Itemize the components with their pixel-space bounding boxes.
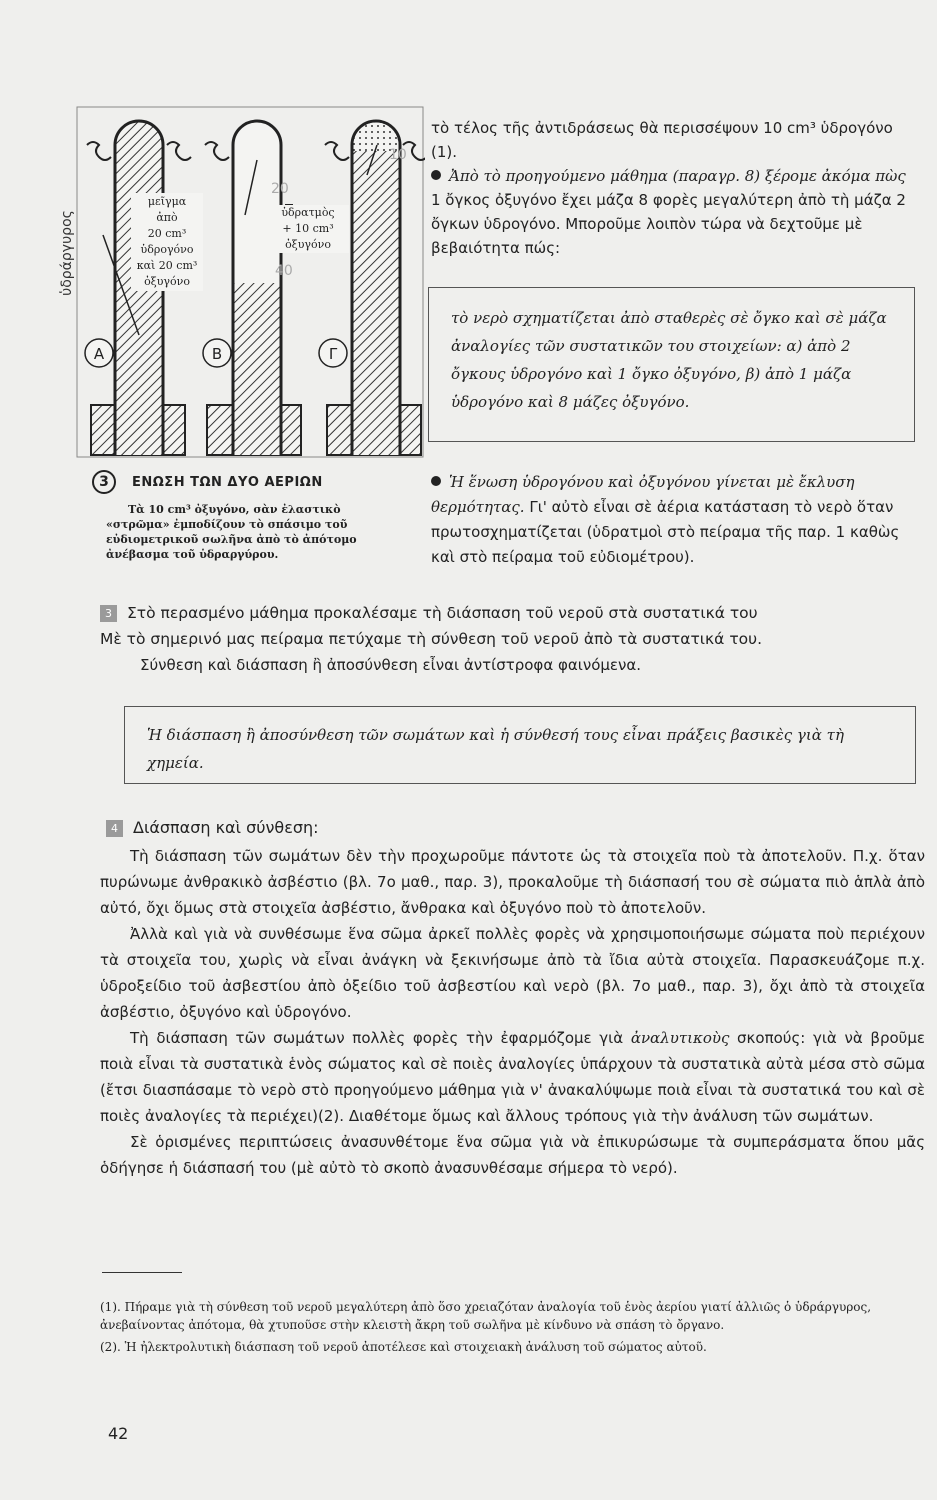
circle-a-letter: A — [93, 345, 105, 363]
mercury-label: ὑδράργυρος — [59, 210, 75, 296]
page-number: 42 — [108, 1424, 129, 1443]
right-paragraph-3-rest: Γι' αὐτὸ εἶναι σὲ ἀέρια κατάσταση τὸ νερὸ ὅταν πρωτοσχηματίζεται (ὑδρατμοὶ στὸ πείραμα τῆς παρ. 1 καθὼς καὶ στὸ πείραμα τοῦ εὐδιομέτρου). — [431, 498, 900, 566]
water-composition-text: τὸ νερὸ σχηματίζεται ἀπὸ σταθερὲς σὲ ὄγκο καὶ σὲ μάζα ἀναλογίες τῶν συστατικῶν του στοιχείων: α) ἀπὸ 2 ὄγκους ὑδρογόνο καὶ 1 ὄγκο ὀξυγόνο, β) ἀπὸ 1 μάζα ὑδρογόνο καὶ 8 μάζες ὀξυγόνο. — [451, 309, 887, 411]
circle-c-letter: Γ — [328, 345, 338, 363]
section-3-number: 3 — [100, 605, 117, 622]
analytical-italic: ἀναλυτικοὺς — [630, 1029, 730, 1047]
right-paragraph-2-italic: Ἀπὸ τὸ προηγούμενο μάθημα (παραγρ. 8) ξέρομε ἀκόμα πὼς — [449, 167, 906, 185]
definition-box — [124, 706, 916, 784]
section-4-paragraph-3: Τὴ διάσπαση τῶν σωμάτων πολλὲς φορὲς τὴν ἐφαρμόζομε γιὰ ἀναλυτικοὺς σκοπούς: γιὰ νὰ βροῦμε ποιὰ εἶναι τὰ συστατικὰ ἑνὸς σώματος καὶ σὲ ποιὲς ἀναλογίες ὑπάρχουν τὰ συστατικὰ αὐτὰ μέσα στὸ σῶμα (ἔτσι διασπάσαμε τὸ νερὸ στὸ προηγούμενο μάθημα γιὰ ν' ἀνακαλύψωμε ποιὰ εἶναι τὰ συστατικά του καὶ σὲ ποιὲς ἀναλογίες τὰ περιέχει)(2). Διαθέτομε ὅμως καὶ ἄλλους τρόπους γιὰ τὴν ἀνάλυση τῶν σωμάτων. — [100, 1029, 925, 1125]
section-4-body — [100, 843, 925, 1181]
bullet-icon — [431, 476, 441, 486]
caption-text: Τὰ 10 cm³ ὀξυγόνο, σὰν ἐλαστικὸ «στρῶμα» ἐμποδίζουν τὸ σπάσιμο τοῦ εὐδιομετρικοῦ σωλῆνα ἀπὸ τὸ ἀπότομο ἀνέβασμα τοῦ ὑδραργύρου. — [106, 503, 357, 561]
right-paragraph-3-italic: Ἡ ἕνωση ὑδρογόνου καὶ ὀξυγόνου γίνεται μὲ ἔκλυση θερμότητας. — [431, 473, 855, 516]
tube-c-scale-10: 10 — [389, 147, 407, 163]
right-paragraph-2-rest: 1 ὄγκος ὀξυγόνο ἔχει μάζα 8 φορὲς μεγαλύτερη ἀπὸ τὴ μάζα 2 ὄγκων ὑδρογόνο. Μποροῦμε λοιπὸν τώρα νὰ δεχτοῦμε μὲ βεβαιότητα πώς: — [431, 191, 906, 257]
section-4-paragraph-2: Ἀλλὰ καὶ γιὰ νὰ συνθέσωμε ἕνα σῶμα ἀρκεῖ πολλὲς φορὲς νὰ χρησιμοποιήσωμε σώματα ποὺ περιέχουν τὰ στοιχεῖα του, χωρὶς νὰ εἶναι ἀνάγκη νὰ ξεκινήσωμε ἀπὸ τὰ ἴδια αὐτὰ στοιχεῖα. Παρασκευάζομε π.χ. ὑδροξείδιο τοῦ ἀσβεστίου ἀπὸ ὀξείδιο τοῦ ἀσβεστίου καὶ νερὸ (βλ. 7ο μαθ., παρ. 3), ὄχι ἀπὸ τὰ στοιχεῖα ἀσβέστιο, ὀξυγόνο καὶ ὑδρογόνο. — [100, 925, 925, 1021]
right-paragraph-2 — [431, 164, 919, 260]
eudiometer-figure — [59, 105, 425, 460]
footnotes — [100, 1298, 925, 1356]
footnote-divider — [102, 1272, 182, 1273]
footnote-2: (2). Ἡ ἠλεκτρολυτικὴ διάσπαση τοῦ νεροῦ ἀποτέλεσε καὶ στοιχειακὴ ἀνάλυση τοῦ σώματος αὐτοῦ. — [100, 1340, 707, 1354]
caption-number: 3 — [92, 470, 116, 494]
figure-caption — [92, 470, 392, 562]
eudiometer-drawing — [75, 105, 425, 460]
tube-b-label: ὑδρατμὸς + 10 cm³ ὀξυγόνο — [267, 205, 349, 253]
footnote-1: (1). Πήραμε γιὰ τὴ σύνθεση τοῦ νεροῦ μεγαλύτερη ἀπὸ ὅσο χρειαζόταν ἀναλογία τοῦ ἑνὸς ἀερίου γιατί ἀλλιῶς ὁ ὑδράργυρος, ἀνεβαίνοντας ἀπότομα, θὰ χτυποῦσε στὴν κλειστὴ ἄκρη τοῦ σωλῆνα μὲ κίνδυνο νὰ σπάση τὸ ὄργανο. — [100, 1300, 872, 1332]
section-3 — [100, 600, 930, 678]
bullet-icon — [431, 170, 441, 180]
right-paragraph-3 — [431, 470, 919, 570]
tube-b-scale-20: 20 — [271, 181, 289, 197]
section-3-line-2: Μὲ τὸ σημερινό μας πείραμα πετύχαμε τὴ σύνθεση τοῦ νεροῦ ἀπὸ τὰ συστατικά του. — [100, 630, 763, 648]
caption-title: ΕΝΩΣΗ ΤΩΝ ΔΥΟ ΑΕΡΙΩΝ — [132, 474, 323, 490]
definition-text: Ἡ διάσπαση ἢ ἀποσύνθεση τῶν σωμάτων καὶ ἡ σύνθεσή τους εἶναι πράξεις βασικὲς γιὰ τὴ χημεία. — [147, 726, 844, 772]
section-4-paragraph-1: Τὴ διάσπαση τῶν σωμάτων δὲν τὴν προχωροῦμε πάντοτε ὡς τὰ στοιχεῖα ποὺ τὰ ἀποτελοῦν. Π.χ. ὅταν πυρώνωμε ἀνθρακικὸ ἀσβέστιο (βλ. 7ο μαθ., παρ. 3), προκαλοῦμε τὴ διάσπασή του σὲ σώματα πιὸ ἁπλὰ ἀπὸ αὐτό, ὄχι ὅμως στὰ στοιχεῖα ἀσβέστιο, ἄνθρακα καὶ ὀξυγόνο ποὺ τὸ ἀποτελοῦν. — [100, 847, 925, 917]
section-4-number: 4 — [106, 820, 123, 837]
right-paragraph-1: τὸ τέλος τῆς ἀντιδράσεως θὰ περισσέψουν 10 cm³ ὑδρογόνο (1). — [431, 119, 893, 161]
section-3-line-3: Σύνθεση καὶ διάσπαση ἢ ἀποσύνθεση εἶναι ἀντίστροφα φαινόμενα. — [140, 656, 642, 674]
tube-b-scale-40: 40 — [275, 263, 293, 279]
circle-b-letter: B — [211, 345, 223, 363]
section-4-paragraph-4: Σὲ ὁρισμένες περιπτώσεις ἀνασυνθέτομε ἕνα σῶμα γιὰ νὰ ἐπικυρώσωμε τὰ συμπεράσματα ὅπου μᾶς ὁδήγησε ἡ διάσπασή του (μὲ αὐτὸ τὸ σκοπὸ ἀνασυνθέσαμε σήμερα τὸ νερό). — [100, 1133, 925, 1177]
section-4-heading: 4 Διάσπαση καὶ σύνθεση: — [106, 818, 319, 837]
water-composition-box — [428, 287, 915, 442]
tube-a-label: μεῖγμα ἀπὸ 20 cm³ ὑδρογόνο καὶ 20 cm³ ὀξυγόνο — [131, 193, 203, 291]
section-3-line-1: 3 Στὸ περασμένο μάθημα προκαλέσαμε τὴ διάσπαση τοῦ νεροῦ στὰ συστατικά του — [100, 600, 930, 626]
